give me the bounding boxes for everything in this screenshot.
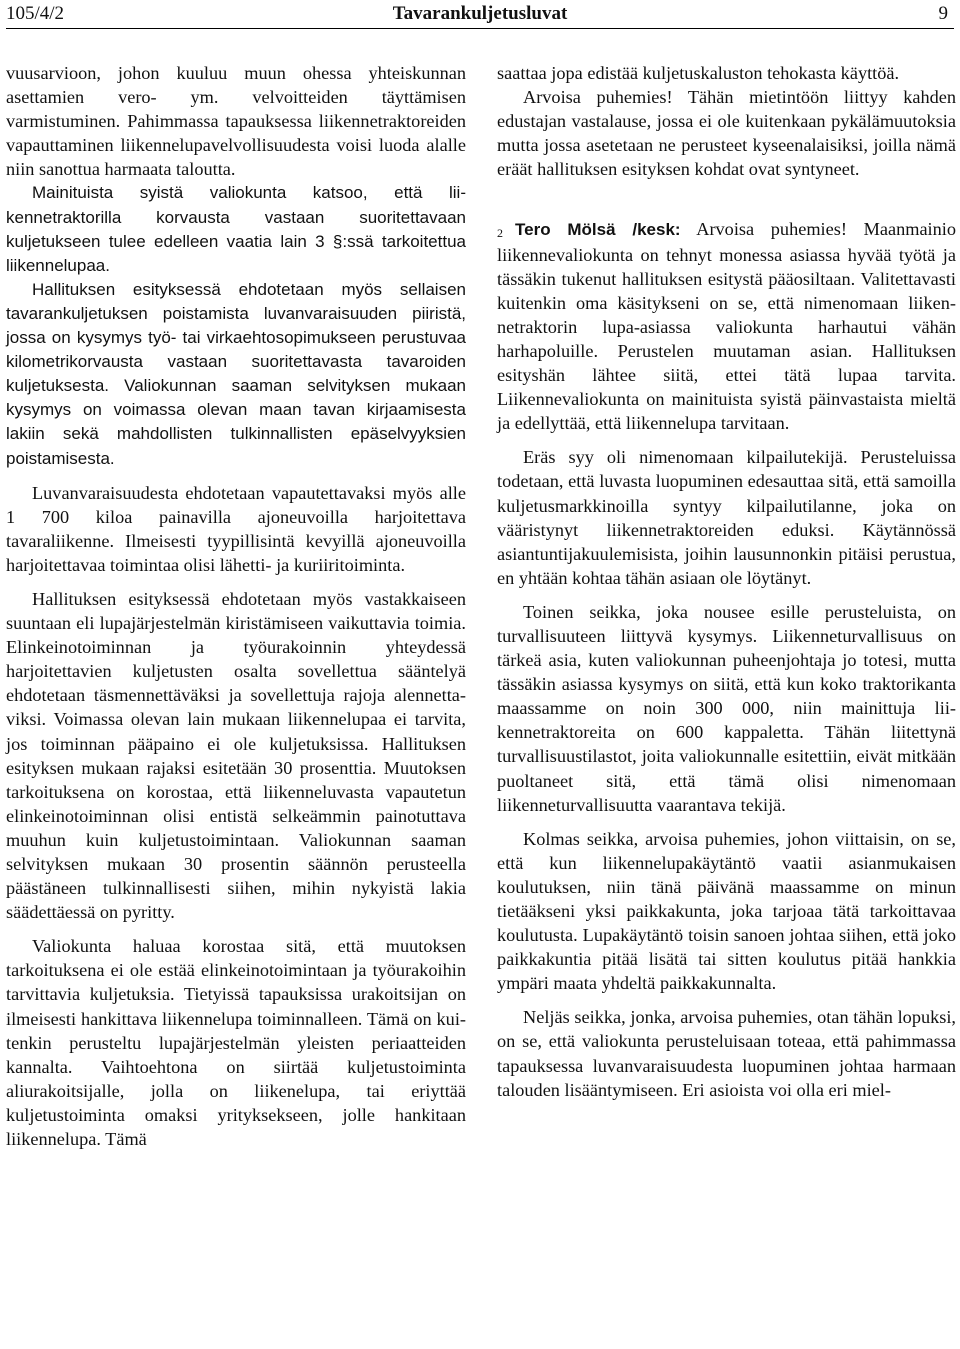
- speaker-name: Tero Mölsä /kesk:: [515, 220, 681, 240]
- page-number: 9: [938, 3, 948, 24]
- paragraph: Arvoisa puhemies! Tähän mietintöön liittyy kahden edustajan vastalause, jossa ei ole kuitenkaan pykälämuutoksia mutta jossa asetetaan ne perusteet kyseenalaisiksi, joilla nämä eräät hallituksen esityksen kohdat ovat syntyneet.: [497, 87, 956, 180]
- paragraph: vuusarvioon, johon kuuluu muun ohessa yhteiskunnan asettamien vero- ym. velvoitteiden täyttämisen varmistuminen. Pahimmassa tapauksessa liikennetraktoreiden vapauttaminen liikennelupavelvollisuudesta voisi luoda alalle niin sanottua harmaata taloutta.: [6, 63, 466, 180]
- paragraph: Toinen seikka, joka nousee esille perusteluista, on turvallisuuteen liittyvä kysymys. Liikenneturvallisuus on tärkeä asia, kuten valiokunnan puheenjohtaja jo totesi, mutta tässäkin asiassa kysymys on siitä, että kun koko traktorikanta maassamme on noin 300 000, niin mainittuja liikennetraktoreita on 600 kappaletta. Tähän liitettynä turvallisuustilastot, joita valiokunnalle esitettiin, eivät mitkään puoltaneet sitä, että tämä olisi nimenomaan liikenneturvallisuutta vaarantava tekijä.: [497, 601, 956, 815]
- paragraph: Neljäs seikka, jonka, arvoisa puhemies, otan tähän lopuksi, on se, että valiokunta perusteluisaan toteaa, että pahimmassa tapauksessa luvanvaraisuudesta luopuminen johtaa harmaan talouden lisääntymiseen. Eri asioista voi olla eri miel-: [497, 1007, 956, 1100]
- speech-text: Arvoisa puhemies! Maanmainio liikennevaliokunta on tehnyt monessa asiassa hyvää työtä ja tässäkin tukenut hallituksen esitystä pääosiltaan. Valitettavasti kuitenkin oma käsitykseni on se, että nimenomaan liikennetraktorin lupa-asiassa valiokunta harhautui vähän harhapoluille. Perustelen muutaman asian. Hallituksen esityshän lähtee siitä, ettei tätä lupaa tarvita. Liikennevaliokunta on mainituista syistä päinvastaista mieltä ja edellyttää, että liikennelupa tarvitaan.: [497, 219, 956, 434]
- document-reference: 105/4/2: [6, 3, 65, 24]
- paragraph: saattaa jopa edistää kuljetuskaluston tehokasta käyttöä.: [497, 63, 900, 83]
- page-header: [6, 2, 954, 29]
- running-title: Tavarankuljetusluvat: [392, 3, 568, 24]
- paragraph: Valiokunta haluaa korostaa sitä, että muutoksen tarkoituksena ei ole estää elinkeinotoimintaan ja työurakoihin tarvittavia kuljetuksia. Tietyissä tapauksissa urakoitsijan on ilmeisesti hankittava liikennelupa toiminnalleen. Tämä on kuitenkin perusteltu lupajärjestelmän yleisten periaatteiden kannalta. Vaihtoehtona on siirtää kuljetustoiminta aliurakoitsijalle, jolla on liikenelupa, tai eriyttää kuljetustoiminta omaksi yrityksekseen, jolle hankitaan liikennelupa. Tämä: [6, 936, 466, 1150]
- paragraph: Kolmas seikka, arvoisa puhemies, johon viittaisin, on se, että kun liikennelupakäytäntö vaatii asianmukaisen koulutuksen, niin tänä päivänä maassamme on minun tietääkseni yksi paikkakunta, joka tarjoaa tätä tarkoittavaa koulutusta. Lupakäytäntö toisin sanoen johtaa siihen, että joko paikkakuntia pitää lisätä tai sitten koulutus pitää hankkia ympäri maata yhdeltä paikkakunnalta.: [497, 828, 956, 994]
- speech-paragraph: [497, 217, 956, 435]
- left-column: [6, 61, 466, 1151]
- paragraph: Luvanvaraisuudesta ehdotetaan vapautettavaksi myös alle 1 700 kiloa painavilla ajoneuvoilla harjoitettava tavaraliikenne. Ilmeisesti tyypillisintä kevyillä ajoneuvoilla harjoitettavaa toimintaa olisi lähetti- ja kuriiritoiminta.: [6, 482, 466, 575]
- paragraph: Hallituksen esityksessä ehdotetaan myös sellaisen tavarankuljetuksen poistamista luvanvaraisuuden piiristä, jossa on kysymys työ- tai virkaehtosopimukseen perustuvaa kilometrikorvausta vastaan suoritettavasta tavaroiden kuljetuksesta. Valiokunnan saaman selvityksen mukaan kysymys on voimassa olevan maan tavan kirjaamisesta lakiin sekä mahdollisten tulkinnallisten epäselvyyksien poistamisesta.: [6, 279, 466, 468]
- paragraph: Eräs syy oli nimenomaan kilpailutekijä. Perusteluissa todetaan, että luvasta luopuminen edesauttaa sitä, että samoilla kuljetusmarkkinoilla syntyy kilpailutilanne, joka on vääristynyt liikennetraktoreiden eduksi. Käytännössä asiantuntijakuulemisista, joihin lausunnonkin pitäisi perustua, en yhtään kohtaa tähän asiaan ole löytänyt.: [497, 447, 956, 588]
- paragraph: Mainituista syistä valiokunta katsoo, että liikennetraktorilla korvausta vastaan suoritettavaan kuljetukseen tulee edelleen vaatia lain 3 §:ssä tarkoitettua liikennelupaa.: [6, 183, 466, 275]
- right-column: [497, 61, 956, 1102]
- paragraph: Hallituksen esityksessä ehdotetaan myös vastakkaiseen suuntaan eli lupajärjestelmän kiristämiseen vaikuttavia toimia. Elinkeinotoiminnan ja työurakoinnin yhteydessä harjoitettavien kuljetusten osalta sovellettua sääntelyä ehdotetaan täsmennettäväksi ja sovellettuja rajoja alennettaviksi. Voimassa olevan lain mukaan liikennelupaa ei tarvita, jos toiminnan pääpaino ei ole kuljetuksissa. Hallituksen esityksen mukaan rajaksi esitetään 30 prosenttia. Muutoksen tarkoituksena on korostaa, että liikenneluvasta vapautetun elinkeinotoiminnan olisi entistä selkeämmin painotuttava muuhun kuin kuljetustoimintaan. Valiokunnan saaman selvityksen mukaan 30 prosentin säännön perusteella päästäneen tulkinnallisesti siihen, mihin nykyistä lakia säädettäessä on pyritty.: [6, 588, 466, 923]
- speech-number: 2: [497, 226, 503, 241]
